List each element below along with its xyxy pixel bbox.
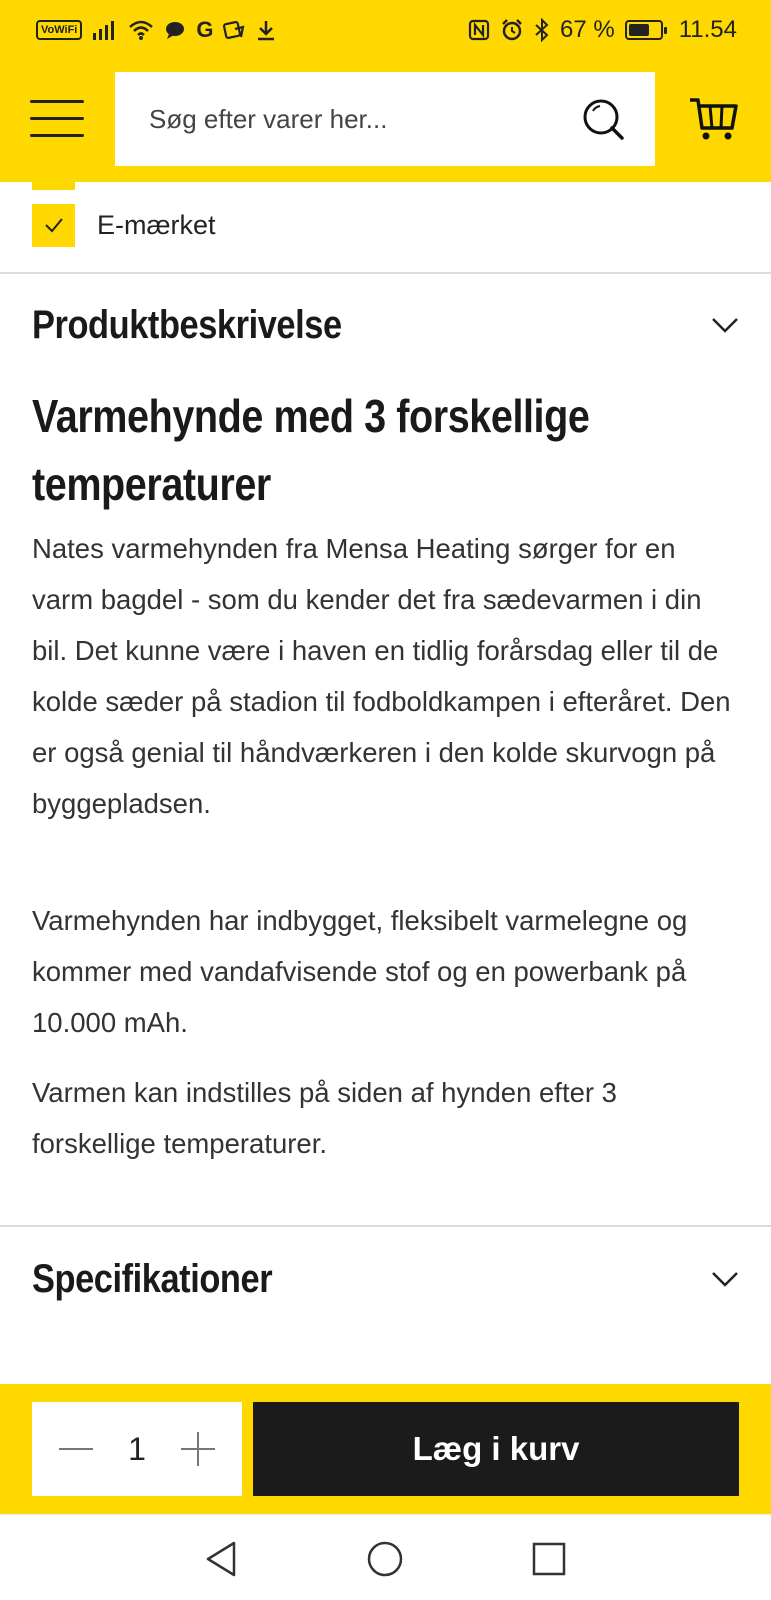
vowifi-badge: VoWiFi — [36, 20, 82, 40]
search-input[interactable] — [115, 72, 571, 166]
description-paragraph-3: Varmen kan indstilles på siden af hynden efter 3 forskellige temperaturer. — [32, 1077, 617, 1159]
google-icon: G — [196, 17, 214, 42]
wifi-icon — [128, 19, 154, 41]
accordion-specifications[interactable] — [32, 1244, 740, 1314]
home-button[interactable] — [363, 1537, 407, 1581]
plus-icon — [181, 1432, 215, 1466]
status-bar-left — [36, 19, 277, 41]
quantity-value[interactable]: 1 — [128, 1430, 146, 1467]
divider — [0, 272, 771, 274]
increase-button[interactable] — [180, 1431, 216, 1467]
divider — [0, 1225, 771, 1227]
description-paragraph-1: Nates varmehynden fra Mensa Heating sørger for en varm bagdel - som du kender det fra sædevarmen i din bil. Det kunne være i haven en tidlig forårsdag eller til de kolde sæder på stadion til fodboldkampen i efteråret. Den er også genial til håndværkeren i den kolde skurvogn på byggepladsen. — [32, 533, 731, 819]
nfc-icon — [468, 19, 490, 41]
product-heading: Varmehynde med 3 forskellige temperaturer — [32, 390, 590, 510]
checkbox-partial[interactable] — [32, 182, 75, 190]
clock: 11.54 — [678, 16, 737, 43]
quantity-stepper — [32, 1402, 242, 1496]
filter-checkbox-row[interactable] — [32, 203, 216, 247]
download-icon — [255, 19, 277, 41]
decrease-button[interactable] — [58, 1431, 94, 1467]
alarm-icon — [500, 18, 524, 42]
bluetooth-icon — [534, 18, 550, 42]
menu-button[interactable] — [30, 100, 84, 140]
search-icon — [581, 97, 625, 141]
accordion-product-description[interactable] — [32, 290, 740, 360]
status-bar-right — [468, 16, 737, 44]
cart-icon — [688, 92, 740, 144]
cart-button[interactable] — [686, 90, 742, 146]
add-to-cart-button[interactable]: Læg i kurv — [253, 1402, 739, 1496]
back-button[interactable] — [199, 1537, 243, 1581]
signal-icon — [92, 19, 118, 41]
battery-icon — [625, 20, 663, 40]
status-bar — [0, 0, 771, 60]
menu-icon — [30, 100, 84, 103]
checkbox-label: E-mærket — [97, 209, 216, 240]
section-title: Specifikationer — [32, 1256, 273, 1301]
chat-icon — [164, 19, 186, 41]
recents-button[interactable] — [527, 1537, 571, 1581]
battery-percent: 67 % — [560, 16, 615, 43]
system-nav-bar — [0, 1514, 771, 1600]
checkmark-icon — [43, 216, 65, 234]
description-paragraph-2: Varmehynden har indbygget, fleksibelt varmelegne og kommer med vandafvisende stof og en powerbank på 10.000 mAh. — [32, 905, 688, 1038]
chevron-down-icon — [710, 1270, 740, 1288]
home-icon — [365, 1539, 405, 1579]
search-button[interactable] — [571, 87, 635, 151]
minus-icon — [59, 1447, 93, 1451]
site-header — [0, 60, 771, 182]
buy-bar — [0, 1384, 771, 1514]
section-title: Produktbeskrivelse — [32, 302, 342, 347]
app-icon — [223, 19, 245, 41]
checkbox-e-maerket[interactable] — [32, 204, 75, 247]
recents-icon — [531, 1541, 567, 1577]
back-icon — [203, 1539, 239, 1579]
search-bar — [115, 72, 655, 166]
chevron-down-icon — [710, 316, 740, 334]
